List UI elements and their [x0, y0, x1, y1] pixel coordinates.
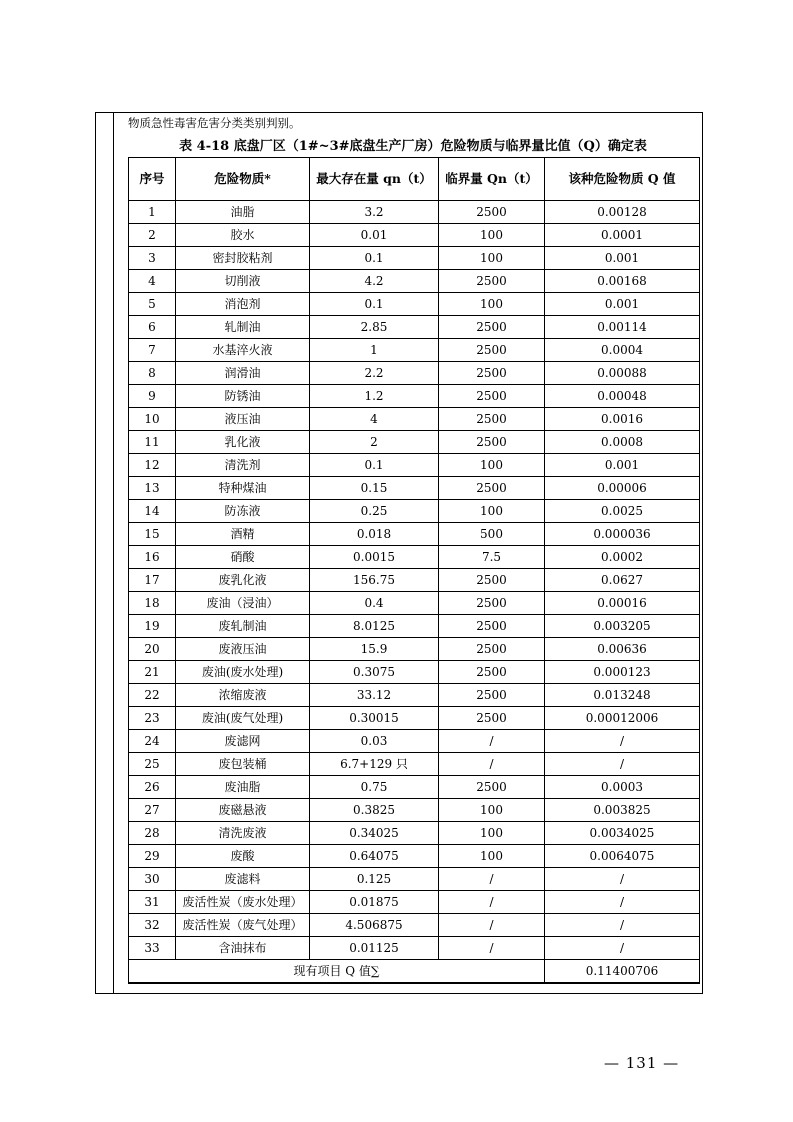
cell-index: 25 — [129, 753, 176, 776]
cell-threshold: 100 — [439, 293, 545, 316]
total-label: 现有项目 Q 值∑ — [129, 960, 545, 984]
cell-threshold: 2500 — [439, 270, 545, 293]
cell-max-quantity: 0.01 — [310, 224, 439, 247]
table-row — [129, 707, 700, 730]
cell-max-quantity: 0.3825 — [310, 799, 439, 822]
cell-substance: 含油抹布 — [176, 937, 310, 960]
cell-substance: 废磁悬液 — [176, 799, 310, 822]
cell-q-value: 0.0001 — [545, 224, 700, 247]
table-row — [129, 684, 700, 707]
cell-max-quantity: 156.75 — [310, 569, 439, 592]
cell-q-value: 0.0004 — [545, 339, 700, 362]
cell-max-quantity: 33.12 — [310, 684, 439, 707]
cell-max-quantity: 3.2 — [310, 201, 439, 224]
cell-q-value: / — [545, 753, 700, 776]
cell-substance: 硝酸 — [176, 546, 310, 569]
cell-threshold: 2500 — [439, 362, 545, 385]
cell-substance: 酒精 — [176, 523, 310, 546]
table-row — [129, 914, 700, 937]
cell-substance: 液压油 — [176, 408, 310, 431]
cell-max-quantity: 0.03 — [310, 730, 439, 753]
cell-index: 11 — [129, 431, 176, 454]
cell-threshold: 500 — [439, 523, 545, 546]
total-value: 0.11400706 — [545, 960, 700, 984]
cell-q-value: 0.00088 — [545, 362, 700, 385]
table-row — [129, 408, 700, 431]
cell-threshold: 2500 — [439, 569, 545, 592]
cell-index: 5 — [129, 293, 176, 316]
cell-substance: 废酸 — [176, 845, 310, 868]
cell-max-quantity: 0.15 — [310, 477, 439, 500]
cell-index: 29 — [129, 845, 176, 868]
cell-threshold: / — [439, 730, 545, 753]
cell-index: 8 — [129, 362, 176, 385]
cell-substance: 废包装桶 — [176, 753, 310, 776]
cell-substance: 废滤网 — [176, 730, 310, 753]
intro-text: 物质急性毒害危害分类类别判别。 — [128, 116, 301, 130]
cell-q-value: 0.0016 — [545, 408, 700, 431]
table-row — [129, 339, 700, 362]
table-row — [129, 477, 700, 500]
cell-threshold: 2500 — [439, 385, 545, 408]
cell-index: 7 — [129, 339, 176, 362]
cell-substance: 废滤料 — [176, 868, 310, 891]
cell-q-value: / — [545, 891, 700, 914]
cell-q-value: 0.00048 — [545, 385, 700, 408]
cell-substance: 废油(废气处理) — [176, 707, 310, 730]
cell-substance: 切削液 — [176, 270, 310, 293]
cell-index: 3 — [129, 247, 176, 270]
table-row — [129, 822, 700, 845]
cell-max-quantity: 2 — [310, 431, 439, 454]
cell-q-value: 0.00012006 — [545, 707, 700, 730]
cell-substance: 废液压油 — [176, 638, 310, 661]
cell-max-quantity: 2.85 — [310, 316, 439, 339]
table-row — [129, 247, 700, 270]
hazard-q-table — [128, 157, 700, 984]
cell-q-value: 0.0008 — [545, 431, 700, 454]
cell-q-value: 0.003205 — [545, 615, 700, 638]
cell-threshold: 2500 — [439, 408, 545, 431]
cell-max-quantity: 0.01125 — [310, 937, 439, 960]
cell-index: 2 — [129, 224, 176, 247]
cell-q-value: 0.0025 — [545, 500, 700, 523]
cell-index: 6 — [129, 316, 176, 339]
cell-index: 16 — [129, 546, 176, 569]
cell-index: 14 — [129, 500, 176, 523]
cell-index: 26 — [129, 776, 176, 799]
table-row — [129, 293, 700, 316]
cell-max-quantity: 0.01875 — [310, 891, 439, 914]
cell-substance: 废活性炭（废水处理） — [176, 891, 310, 914]
cell-max-quantity: 6.7+129 只 — [310, 753, 439, 776]
header-substance: 危险物质* — [176, 158, 310, 201]
cell-max-quantity: 15.9 — [310, 638, 439, 661]
cell-threshold: / — [439, 937, 545, 960]
table-row — [129, 431, 700, 454]
cell-index: 22 — [129, 684, 176, 707]
cell-index: 30 — [129, 868, 176, 891]
table-row — [129, 592, 700, 615]
cell-index: 23 — [129, 707, 176, 730]
cell-threshold: / — [439, 891, 545, 914]
cell-index: 33 — [129, 937, 176, 960]
table-row — [129, 891, 700, 914]
cell-max-quantity: 1.2 — [310, 385, 439, 408]
cell-q-value: 0.0003 — [545, 776, 700, 799]
cell-substance: 废油脂 — [176, 776, 310, 799]
cell-substance: 浓缩废液 — [176, 684, 310, 707]
cell-threshold: 2500 — [439, 477, 545, 500]
cell-threshold: 2500 — [439, 684, 545, 707]
table-row — [129, 569, 700, 592]
cell-max-quantity: 0.34025 — [310, 822, 439, 845]
cell-threshold: / — [439, 868, 545, 891]
cell-substance: 胶水 — [176, 224, 310, 247]
cell-max-quantity: 0.4 — [310, 592, 439, 615]
cell-substance: 油脂 — [176, 201, 310, 224]
cell-max-quantity: 0.018 — [310, 523, 439, 546]
table-row — [129, 224, 700, 247]
cell-threshold: 2500 — [439, 615, 545, 638]
cell-substance: 废油（浸油） — [176, 592, 310, 615]
table-row — [129, 799, 700, 822]
cell-threshold: / — [439, 914, 545, 937]
table-row — [129, 776, 700, 799]
cell-q-value: 0.00006 — [545, 477, 700, 500]
cell-index: 19 — [129, 615, 176, 638]
cell-max-quantity: 0.0015 — [310, 546, 439, 569]
cell-q-value: / — [545, 730, 700, 753]
cell-index: 32 — [129, 914, 176, 937]
table-row — [129, 454, 700, 477]
cell-max-quantity: 4 — [310, 408, 439, 431]
cell-threshold: 2500 — [439, 201, 545, 224]
cell-max-quantity: 8.0125 — [310, 615, 439, 638]
cell-index: 15 — [129, 523, 176, 546]
table-row — [129, 730, 700, 753]
cell-index: 9 — [129, 385, 176, 408]
cell-threshold: 2500 — [439, 339, 545, 362]
cell-substance: 清洗废液 — [176, 822, 310, 845]
cell-threshold: 2500 — [439, 707, 545, 730]
cell-max-quantity: 0.1 — [310, 293, 439, 316]
table-row — [129, 500, 700, 523]
header-max-quantity: 最大存在量 qn（t） — [310, 158, 439, 201]
table-row — [129, 638, 700, 661]
cell-index: 21 — [129, 661, 176, 684]
cell-max-quantity: 0.3075 — [310, 661, 439, 684]
cell-substance: 废乳化液 — [176, 569, 310, 592]
cell-q-value: 0.0064075 — [545, 845, 700, 868]
cell-threshold: 100 — [439, 454, 545, 477]
cell-q-value: 0.00636 — [545, 638, 700, 661]
cell-q-value: / — [545, 868, 700, 891]
cell-q-value: 0.003825 — [545, 799, 700, 822]
cell-q-value: 0.00168 — [545, 270, 700, 293]
table-row — [129, 523, 700, 546]
table-row — [129, 316, 700, 339]
cell-threshold: 100 — [439, 500, 545, 523]
cell-index: 17 — [129, 569, 176, 592]
cell-threshold: 2500 — [439, 316, 545, 339]
table-row — [129, 753, 700, 776]
cell-q-value: / — [545, 937, 700, 960]
cell-substance: 乳化液 — [176, 431, 310, 454]
cell-threshold: 2500 — [439, 592, 545, 615]
cell-index: 20 — [129, 638, 176, 661]
cell-q-value: 0.001 — [545, 247, 700, 270]
cell-substance: 润滑油 — [176, 362, 310, 385]
frame-divider — [113, 112, 114, 994]
table-body — [129, 201, 700, 960]
cell-index: 13 — [129, 477, 176, 500]
table-row — [129, 615, 700, 638]
cell-q-value: 0.013248 — [545, 684, 700, 707]
table-row — [129, 270, 700, 293]
cell-max-quantity: 0.1 — [310, 247, 439, 270]
table-caption: 表 4-18 底盘厂区（1#~3#底盘生产厂房）危险物质与临界量比值（Q）确定表 — [179, 139, 647, 154]
cell-threshold: 100 — [439, 845, 545, 868]
cell-q-value: 0.0627 — [545, 569, 700, 592]
cell-q-value: 0.00114 — [545, 316, 700, 339]
header-q-value: 该种危险物质 Q 值 — [545, 158, 700, 201]
cell-substance: 消泡剂 — [176, 293, 310, 316]
cell-substance: 废活性炭（废气处理） — [176, 914, 310, 937]
cell-index: 24 — [129, 730, 176, 753]
cell-index: 4 — [129, 270, 176, 293]
cell-threshold: 2500 — [439, 431, 545, 454]
table-total-row — [129, 960, 700, 984]
table-row — [129, 201, 700, 224]
table-row — [129, 845, 700, 868]
cell-index: 28 — [129, 822, 176, 845]
cell-q-value: 0.00016 — [545, 592, 700, 615]
cell-q-value: 0.0034025 — [545, 822, 700, 845]
cell-index: 12 — [129, 454, 176, 477]
page-number: — 131 — — [604, 1054, 680, 1072]
cell-q-value: 0.000123 — [545, 661, 700, 684]
cell-substance: 废轧制油 — [176, 615, 310, 638]
header-index: 序号 — [129, 158, 176, 201]
cell-threshold: 2500 — [439, 638, 545, 661]
cell-max-quantity: 0.25 — [310, 500, 439, 523]
table-row — [129, 546, 700, 569]
cell-max-quantity: 0.125 — [310, 868, 439, 891]
cell-substance: 防冻液 — [176, 500, 310, 523]
cell-substance: 特种煤油 — [176, 477, 310, 500]
cell-substance: 废油(废水处理) — [176, 661, 310, 684]
cell-max-quantity: 1 — [310, 339, 439, 362]
cell-max-quantity: 0.30015 — [310, 707, 439, 730]
cell-substance: 水基淬火液 — [176, 339, 310, 362]
cell-max-quantity: 0.1 — [310, 454, 439, 477]
table-header-row — [129, 158, 700, 201]
cell-substance: 轧制油 — [176, 316, 310, 339]
table-row — [129, 362, 700, 385]
header-threshold: 临界量 Qn（t） — [439, 158, 545, 201]
cell-threshold: / — [439, 753, 545, 776]
table-row — [129, 385, 700, 408]
cell-index: 1 — [129, 201, 176, 224]
table-row — [129, 937, 700, 960]
cell-index: 10 — [129, 408, 176, 431]
cell-q-value: 0.001 — [545, 293, 700, 316]
cell-q-value: / — [545, 914, 700, 937]
cell-max-quantity: 2.2 — [310, 362, 439, 385]
cell-index: 31 — [129, 891, 176, 914]
cell-q-value: 0.0002 — [545, 546, 700, 569]
table-row — [129, 868, 700, 891]
cell-threshold: 2500 — [439, 661, 545, 684]
cell-substance: 清洗剂 — [176, 454, 310, 477]
cell-q-value: 0.001 — [545, 454, 700, 477]
cell-threshold: 100 — [439, 224, 545, 247]
cell-max-quantity: 0.64075 — [310, 845, 439, 868]
cell-index: 18 — [129, 592, 176, 615]
cell-q-value: 0.000036 — [545, 523, 700, 546]
cell-substance: 防锈油 — [176, 385, 310, 408]
cell-max-quantity: 4.506875 — [310, 914, 439, 937]
cell-index: 27 — [129, 799, 176, 822]
cell-max-quantity: 0.75 — [310, 776, 439, 799]
cell-max-quantity: 4.2 — [310, 270, 439, 293]
cell-threshold: 100 — [439, 822, 545, 845]
table-row — [129, 661, 700, 684]
cell-q-value: 0.00128 — [545, 201, 700, 224]
cell-threshold: 7.5 — [439, 546, 545, 569]
cell-threshold: 100 — [439, 799, 545, 822]
cell-threshold: 100 — [439, 247, 545, 270]
cell-substance: 密封胶粘剂 — [176, 247, 310, 270]
cell-threshold: 2500 — [439, 776, 545, 799]
